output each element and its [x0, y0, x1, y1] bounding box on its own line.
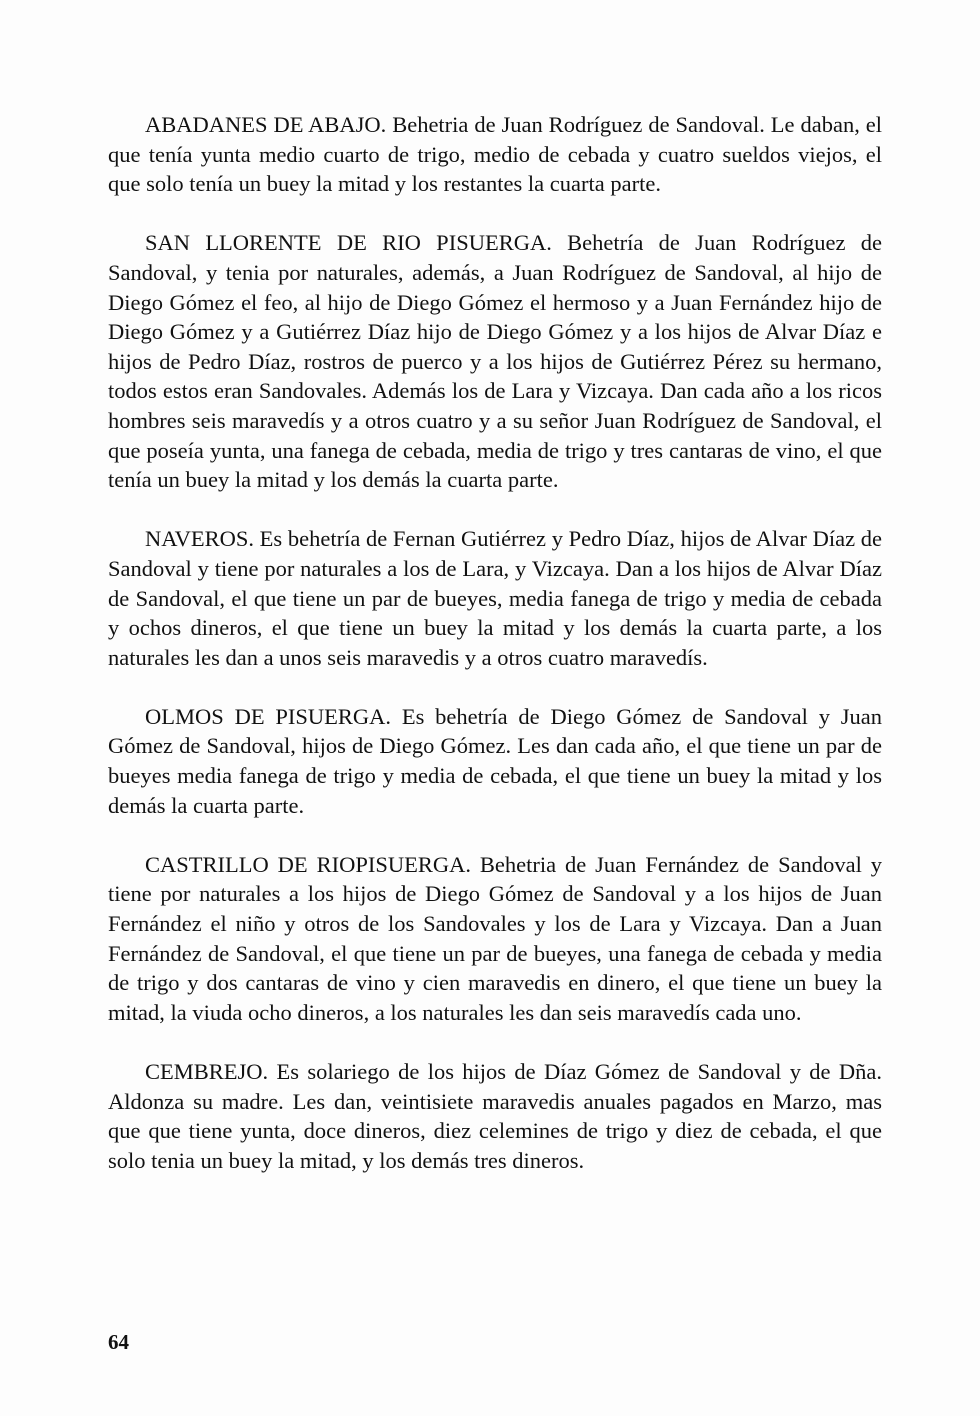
paragraph-olmos-de-pisuerga: OLMOS DE PISUERGA. Es behetría de Diego Gómez de Sandoval y Juan Gómez de Sandoval, hijos de Diego Gómez. Les dan cada año, el que tiene un par de bueyes media fanega de trigo y media de cebada, el que tiene un buey la mitad y los demás la cuarta parte. — [108, 703, 882, 818]
page-number: 64 — [108, 1330, 129, 1354]
body-text — [108, 110, 882, 1205]
paragraph-naveros: NAVEROS. Es behetría de Fernan Gutiérrez y Pedro Díaz, hijos de Alvar Díaz de Sandoval y tiene por naturales a los de Lara, y Vizcaya. Dan a los hijos de Alvar Díaz de Sandoval, el que tiene un par de bueyes, media fanega de trigo y media de cebada y ochos dineros, el que tiene un buey la mitad y los demás la cuarta parte, a los naturales les dan a unos seis maravedis y a otros cuatro maravedís. — [108, 526, 882, 670]
paragraph-cembrejo: CEMBREJO. Es solariego de los hijos de Díaz Gómez de Sandoval y de Dña. Aldonza su madre. Les dan, veintisiete maravedis anuales pagados en Marzo, mas que que tiene yunta, doce dineros, diez celemines de trigo y diez de cebada, el que solo tenia un buey la mitad, y los demás tres dineros. — [108, 1059, 882, 1173]
paragraph-castrillo-de-riopisuerga: CASTRILLO DE RIOPISUERGA. Behetria de Juan Fernández de Sandoval y tiene por naturales a los hijos de Diego Gómez de Sandoval y a los hijos de Juan Fernández el niño y otros de los Sandovales y los de Lara y Vizcaya. Dan a Juan Fernández de Sandoval, el que tiene un par de bueyes, una fanega de cebada y media de trigo y dos cantaras de vino y cien maravedis en dinero, el que tiene un buey la mitad, la viuda ocho dineros, a los naturales les dan seis maravedís cada uno. — [108, 851, 882, 1025]
paragraph-abadanes-de-abajo: ABADANES DE ABAJO. Behetria de Juan Rodríguez de Sandoval. Le daban, el que tenía yunta medio cuarto de trigo, medio de cebada y cuatro sueldos viejos, el que solo tenía un buey la mitad y los restantes la cuarta parte. — [108, 112, 882, 197]
paragraph-san-llorente-de-rio-pisuerga: SAN LLORENTE DE RIO PISUERGA. Behetría de Juan Rodríguez de Sandoval, y tenia por naturales, además, a Juan Rodríguez de Sandoval, al hijo de Diego Gómez el feo, al hijo de Diego Gómez el hermoso y a Juan Fernández hijo de Diego Gómez y a Gutiérrez Díaz hijo de Diego Gómez y a los hijos de Alvar Díaz e hijos de Pedro Díaz, rostros de puerco y a los hijos de Gutiérrez Pérez su hermano, todos estos eran Sandovales. Además los de Lara y Vizcaya. Dan cada año a los ricos hombres seis maravedís y a otros cuatro y a su señor Juan Rodríguez de Sandoval, el que poseía yunta, una fanega de cebada, media de trigo y tres cantaras de vino, el que tenía un buey la mitad y los demás la cuarta parte. — [108, 230, 882, 493]
